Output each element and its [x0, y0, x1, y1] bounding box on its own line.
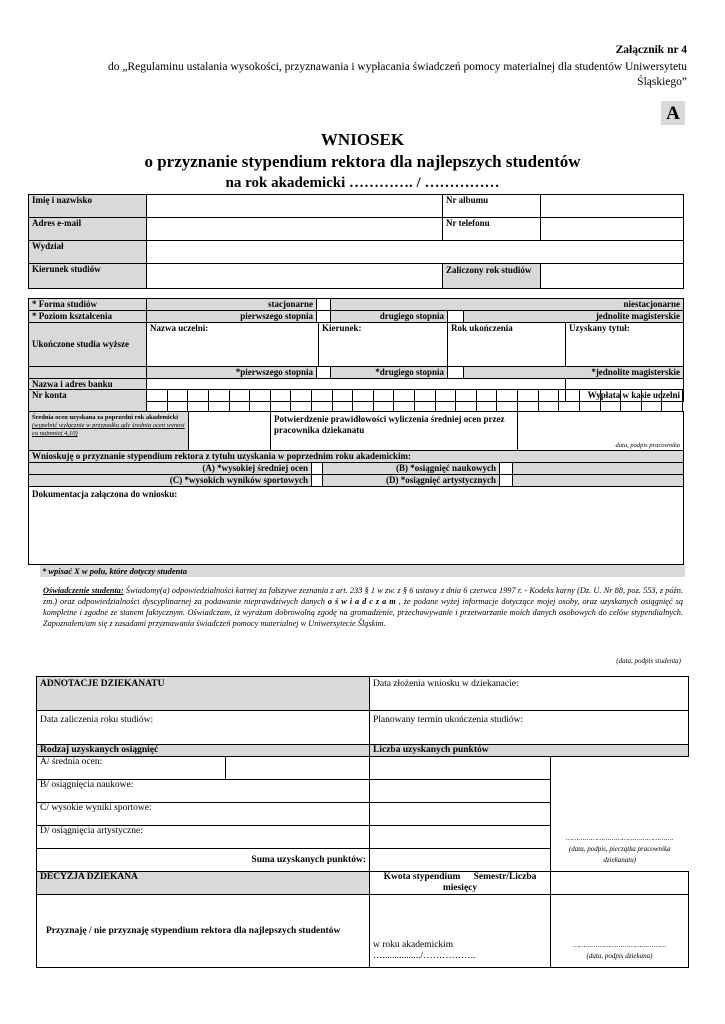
account-digit[interactable]: [662, 390, 683, 412]
attachment-number: Załącznik nr 4: [615, 44, 687, 56]
semester-header: Semestr/Liczba miesięcy: [442, 872, 537, 893]
completed-studies-label: Ukończone studia wyższe: [29, 323, 147, 367]
points-sum-field[interactable]: [370, 849, 551, 872]
second-degree-checkbox[interactable]: [448, 311, 464, 323]
average-points-field[interactable]: [370, 757, 551, 780]
achievement-kind-header: Rodzaj uzyskanych osiągnięć: [37, 745, 370, 757]
student-declaration: [43, 585, 683, 629]
account-digit[interactable]: [621, 390, 642, 412]
nonstationary-label: niestacjonarne: [331, 299, 684, 311]
stationary-checkbox[interactable]: [317, 299, 331, 311]
dean-signature-caption: (data, podpis dziekana): [586, 952, 653, 960]
student-signature-caption: (data, podpis studenta): [616, 657, 681, 665]
second-degree-checkbox-2[interactable]: [448, 367, 464, 379]
average-row-label: A/ średnia ocen:: [37, 757, 226, 780]
dean-office-table: [36, 676, 689, 968]
account-digit[interactable]: [600, 390, 621, 412]
account-digit[interactable]: [332, 390, 353, 412]
spacer: [551, 872, 689, 895]
sport-row-label: C/ wysokie wyniki sportowe:: [37, 803, 370, 826]
email-label: Adres e-mail: [29, 218, 147, 241]
stamp-dots: …………………………………………….: [565, 834, 674, 842]
account-digit[interactable]: [641, 390, 662, 412]
science-points-field[interactable]: [370, 780, 551, 803]
document-title: WNIOSEK: [320, 130, 405, 149]
request-label: Wnioskuję o przyznanie stypendium rektora z tytułu uzyskania w poprzednim roku akademickim:: [29, 451, 684, 463]
option-a-checkbox[interactable]: [312, 463, 323, 475]
sport-points-field[interactable]: [370, 803, 551, 826]
declaration-word: o ś w i a d c z a m: [327, 597, 396, 606]
planned-completion-field[interactable]: Planowany termin ukończenia studiów:: [370, 711, 689, 745]
account-digit[interactable]: [147, 390, 168, 412]
account-digit[interactable]: [435, 390, 456, 412]
account-digit[interactable]: [208, 390, 229, 412]
student-data-table: [28, 194, 684, 289]
faculty-field[interactable]: [147, 241, 684, 264]
second-degree-label-2: *drugiego stopnia: [331, 367, 448, 379]
declaration-heading: Oświadczenie studenta:: [43, 586, 124, 595]
unified-masters-label: jednolite magisterskie: [464, 311, 684, 323]
name-field[interactable]: [147, 195, 443, 218]
account-digit[interactable]: [311, 390, 332, 412]
declaration-text: Świadomy(a) odpowiedzialności karnej za fałszywe zeznania z art. 233 § 1 w zw. z § 6 ustawy z dnia 6 czerwca 1997 r. - Kodeks karny (Dz. U. Nr 88, poz. 553, z późn. zm.) oraz odpowiedzialności dyscyplinarnej za podawanie nieprawdziwych danych: [43, 586, 684, 606]
average-label: Średnia ocen uzyskana za poprzedni rok akademicki: [32, 414, 179, 421]
account-digit[interactable]: [559, 390, 580, 412]
study-level-label: * Poziom kształcenia: [29, 311, 147, 323]
account-digit[interactable]: [250, 390, 271, 412]
dean-dots: ………………………………………: [572, 941, 667, 949]
regulation-reference: do „Regulaminu ustalania wysokości, przyznawania i wypłacania świadczeń pomocy materialnej dla studentów Uniwersytetu Śląskiego”: [108, 61, 687, 88]
art-row-label: D/ osiągnięcia artystyczne:: [37, 826, 370, 849]
worker-signature-caption: data, podpis pracownika: [615, 442, 680, 449]
title-obtained-field[interactable]: Uzyskany tytuł:: [566, 323, 684, 367]
amount-header: Kwota stypendium: [383, 872, 461, 882]
average-note: (wypełnić wyłącznie w przypadku gdy średnia ocen wynosi co najmniej 4,10): [32, 422, 185, 437]
account-digit[interactable]: [476, 390, 497, 412]
year-completed-field[interactable]: Rok ukończenia: [448, 323, 566, 367]
spacer: [513, 475, 684, 487]
documents-field[interactable]: Dokumentacja załączona do wniosku:: [29, 487, 684, 565]
album-field[interactable]: [541, 195, 684, 218]
points-sum-label: Suma uzyskanych punktów:: [37, 849, 370, 872]
account-digit[interactable]: [188, 390, 209, 412]
account-digit[interactable]: [456, 390, 477, 412]
university-name-field[interactable]: Nazwa uczelni:: [147, 323, 319, 367]
spacer: [29, 367, 147, 379]
document-subtitle: o przyznanie stypendium rektora dla najlepszych studentów: [144, 152, 581, 171]
academic-year-line: na rok akademicki …………. / ……………: [225, 175, 500, 191]
account-table: [28, 389, 683, 412]
option-b-checkbox[interactable]: [500, 463, 513, 475]
average-table: [28, 411, 684, 451]
request-table: [28, 450, 684, 565]
account-digit[interactable]: [353, 390, 374, 412]
field-of-study-field[interactable]: [147, 264, 443, 289]
first-degree-label-2: *pierwszego stopnia: [147, 367, 317, 379]
spacer: [513, 463, 684, 475]
year-pass-date-field[interactable]: Data zaliczenia roku studiów:: [37, 711, 370, 745]
unified-masters-label-2: *jednolite magisterskie: [464, 367, 684, 379]
account-label: Nr konta: [29, 390, 147, 412]
filing-date-field[interactable]: Data złożenia wniosku w dziekanacie:: [370, 677, 689, 711]
first-degree-label: pierwszego stopnia: [147, 311, 317, 323]
option-c-checkbox[interactable]: [312, 475, 323, 487]
direction-field[interactable]: Kierunek:: [319, 323, 448, 367]
confirmation-label: Potwierdzenie prawidłowości wyliczenia średniej ocen przez pracownika dziekanatu: [271, 412, 518, 451]
grant-decision-text[interactable]: Przyznaję / nie przyznaję stypendium rektora dla najlepszych studentów: [37, 895, 370, 968]
field-of-study-label: Kierunek studiów: [29, 264, 147, 289]
average-field[interactable]: [189, 412, 271, 451]
option-c-label: (C) *wysokich wyników sportowych: [29, 475, 312, 487]
first-degree-checkbox-2[interactable]: [317, 367, 331, 379]
declaration-text-2: , że podane wyżej informacje dotyczące mojej osoby, oraz uzyskanych osiągnięć są kompletne i zgodne ze stanem faktycznym. Oświadczam, iż wyrażam dobrowolną zgodę na gromadzenie, przechowywanie i przetwarzanie moich danych osobowych do celów stypendialnych. Zapoznałem/am się z zasadami przyznawania świadczeń pomocy materialnej w Uniwersytecie Śląskim.: [43, 597, 683, 628]
bank-label: Nazwa i adres banku: [29, 379, 147, 402]
dean-decision-label: DECYZJA DZIEKANA: [37, 872, 370, 895]
year-passed-field[interactable]: [541, 264, 684, 289]
account-digit[interactable]: [538, 390, 559, 412]
album-label: Nr albumu: [443, 195, 541, 218]
average-value-field[interactable]: [226, 757, 370, 780]
account-digit[interactable]: [497, 390, 518, 412]
cash-payout-label[interactable]: Wypłata w kasie uczelni: [566, 379, 684, 402]
option-d-checkbox[interactable]: [500, 475, 513, 487]
instruction-note: * wpisać X w polu, które dotyczy studenta: [40, 565, 685, 577]
phone-field[interactable]: [541, 218, 684, 241]
science-row-label: B/ osiągnięcia naukowe:: [37, 780, 370, 803]
phone-label: Nr telefonu: [443, 218, 541, 241]
option-d-label: (D) *osiągnięć artystycznych: [323, 475, 500, 487]
art-points-field[interactable]: [370, 826, 551, 849]
email-field[interactable]: [147, 218, 443, 241]
name-label: Imię i nazwisko: [29, 195, 147, 218]
account-digit[interactable]: [579, 390, 600, 412]
option-a-label: (A) *wysokiej średniej ocen: [29, 463, 312, 475]
faculty-label: Wydział: [29, 241, 147, 264]
studies-table: [28, 298, 684, 402]
account-digit[interactable]: [167, 390, 188, 412]
account-digit[interactable]: [394, 390, 415, 412]
option-b-label: (B) *osiągnięć naukowych: [323, 463, 500, 475]
dean-annotations-label: ADNOTACJE DZIEKANATU: [37, 677, 370, 711]
stationary-label: stacjonarne: [147, 299, 317, 311]
year-passed-label: Zaliczony rok studiów: [443, 264, 541, 289]
study-form-label: * Forma studiów: [29, 299, 147, 311]
account-digit[interactable]: [270, 390, 291, 412]
account-digit[interactable]: [291, 390, 312, 412]
second-degree-label: drugiego stopnia: [331, 311, 448, 323]
amount-semester-header: [370, 872, 551, 895]
account-digit[interactable]: [229, 390, 250, 412]
account-digit[interactable]: [415, 390, 436, 412]
account-digit[interactable]: [373, 390, 394, 412]
form-variant-badge: A: [661, 101, 685, 125]
academic-year-field[interactable]: w roku akademickim …................/……………..: [370, 895, 551, 968]
staff-signature-caption: (data, podpis, pieczątka pracownika dziekanatu): [568, 845, 671, 864]
first-degree-checkbox[interactable]: [317, 311, 331, 323]
points-header: Liczba uzyskanych punktów: [370, 745, 689, 757]
account-digit[interactable]: [518, 390, 539, 412]
